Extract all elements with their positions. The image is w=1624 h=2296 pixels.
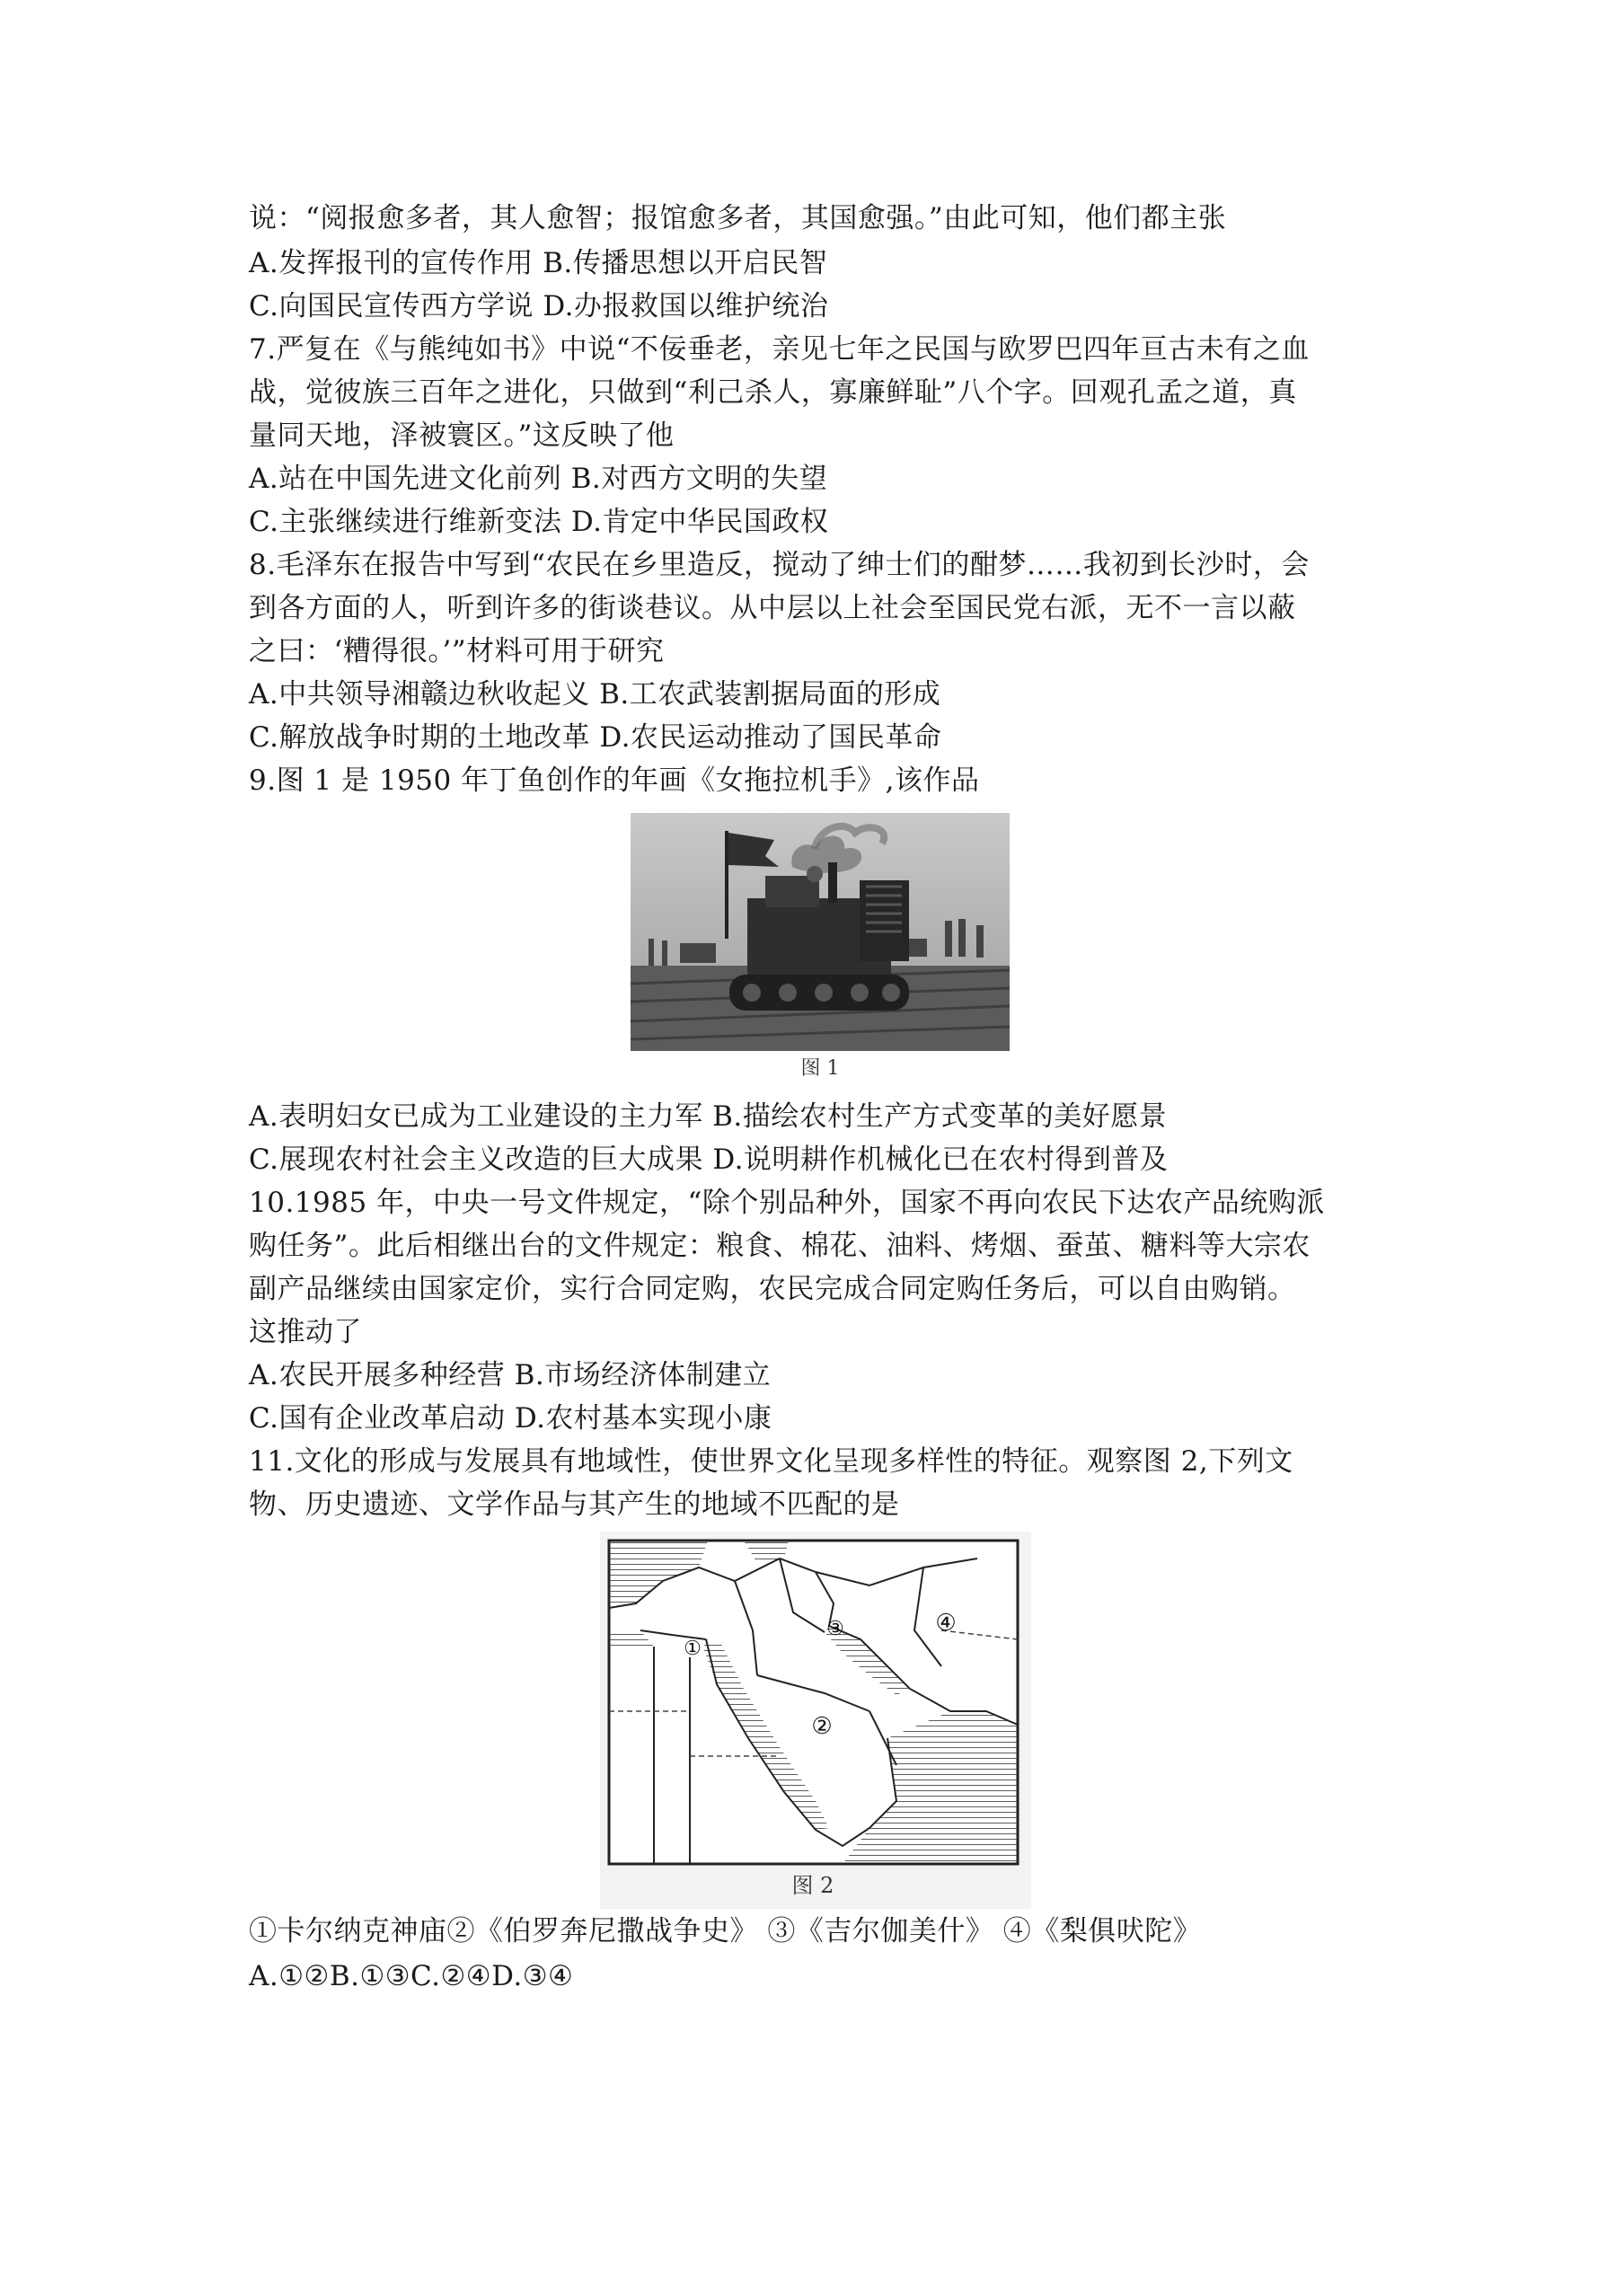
text-line: 11.文化的形成与发展具有地域性，使世界文化呈现多样性的特征。观察图 2,下列文 xyxy=(249,1445,1293,1478)
text-line: C.国有企业改革启动 D.农村基本实现小康 xyxy=(249,1402,772,1435)
map-marker: ③ xyxy=(826,1618,844,1640)
text-line: A.①②B.①③C.②④D.③④ xyxy=(249,1960,574,1992)
figure-1 xyxy=(631,813,1010,1087)
map-marker: ② xyxy=(811,1713,833,1740)
text-line: 这推动了 xyxy=(249,1316,362,1348)
text-line: 物、历史遗迹、文学作品与其产生的地域不匹配的是 xyxy=(249,1488,900,1521)
text-line: A.站在中国先进文化前列 B.对西方文明的失望 xyxy=(249,463,828,495)
text-line: 到各方面的人，听到许多的街谈巷议。从中层以上社会至国民党右派，无不一言以蔽 xyxy=(249,592,1296,624)
map-marker: ① xyxy=(684,1638,702,1660)
text-line: A.表明妇女已成为工业建设的主力军 B.描绘农村生产方式变革的美好愿景 xyxy=(249,1100,1168,1133)
text-line: ①卡尔纳克神庙②《伯罗奔尼撒战争史》 ③《吉尔伽美什》 ④《梨俱吠陀》 xyxy=(249,1915,1202,1947)
text-line: 8.毛泽东在报告中写到“农民在乡里造反，搅动了绅士们的酣梦……我初到长沙时，会 xyxy=(249,549,1310,581)
text-line: C.解放战争时期的土地改革 D.农民运动推动了国民革命 xyxy=(249,721,942,754)
figure-2-caption: 图 2 xyxy=(791,1873,834,1898)
text-line: A.农民开展多种经营 B.市场经济体制建立 xyxy=(249,1359,772,1391)
text-line: C.展现农村社会主义改造的巨大成果 D.说明耕作机械化已在农村得到普及 xyxy=(249,1144,1169,1176)
text-line: 9.图 1 是 1950 年丁鱼创作的年画《女拖拉机手》,该作品 xyxy=(249,764,980,797)
figure-1-caption: 图 1 xyxy=(800,1057,840,1080)
text-line: A.发挥报刊的宣传作用 B.传播思想以开启民智 xyxy=(249,247,828,279)
text-line: 战，觉彼族三百年之进化，只做到“利己杀人，寡廉鲜耻”八个字。回观孔孟之道，真 xyxy=(249,376,1297,409)
text-line: 购任务”。此后相继出台的文件规定：粮食、棉花、油料、烤烟、蚕茧、糖料等大宗农 xyxy=(249,1230,1311,1262)
text-line: 副产品继续由国家定价，实行合同定购，农民完成合同定购任务后，可以自由购销。 xyxy=(249,1273,1296,1305)
text-line: A.中共领导湘赣边秋收起义 B.工农武装割据局面的形成 xyxy=(249,678,941,711)
figure-2 xyxy=(600,1532,1031,1909)
text-line: 10.1985 年，中央一号文件规定，“除个别品种外，国家不再向农民下达农产品统购派 xyxy=(249,1187,1325,1219)
text-line: C.向国民宣传西方学说 D.办报救国以维护统治 xyxy=(249,290,829,322)
region-map xyxy=(600,1532,1031,1909)
tractor-painting xyxy=(631,813,1010,1051)
text-line: 之曰：‘糟得很。’”材料可用于研究 xyxy=(249,635,665,667)
text-line: 说：“阅报愈多者，其人愈智；报馆愈多者，其国愈强。”由此可知，他们都主张 xyxy=(249,202,1227,234)
text-line: 7.严复在《与熊纯如书》中说“不佞垂老，亲见七年之民国与欧罗巴四年亘古未有之血 xyxy=(249,333,1310,366)
text-line: C.主张继续进行维新变法 D.肯定中华民国政权 xyxy=(249,506,829,538)
map-marker: ④ xyxy=(935,1610,957,1637)
text-line: 量同天地，泽被寰区。”这反映了他 xyxy=(249,419,675,452)
